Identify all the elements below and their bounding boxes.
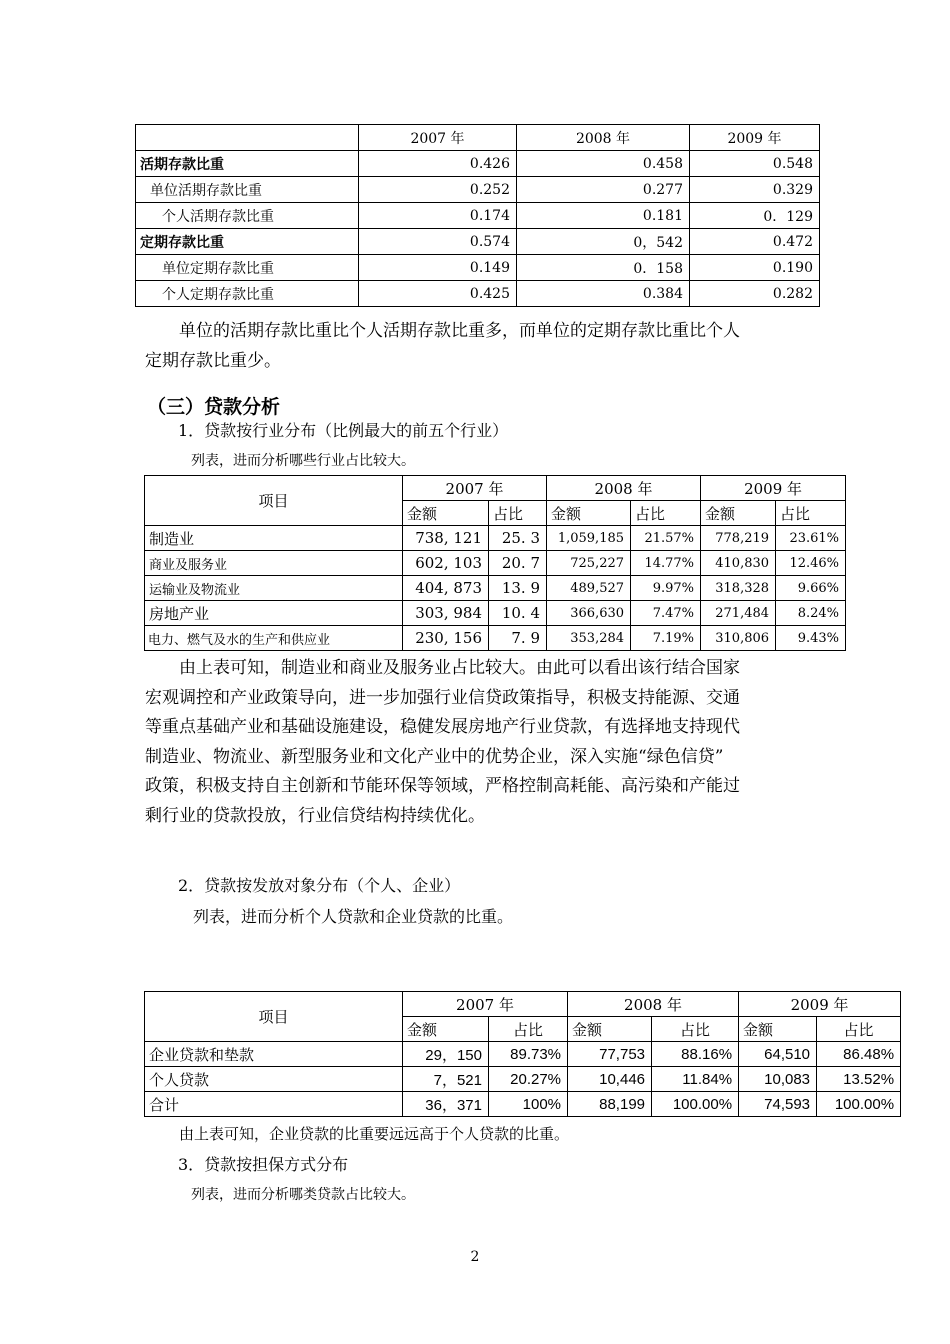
table-cell: 88.16% bbox=[652, 1042, 739, 1067]
row-label: 合计 bbox=[145, 1092, 403, 1117]
row-label: 运输业及物流业 bbox=[145, 576, 403, 601]
table-cell: 0.384 bbox=[517, 281, 690, 307]
table-cell: 0.574 bbox=[359, 229, 517, 255]
table-cell: 14.77% bbox=[631, 551, 701, 576]
table-cell: 778,219 bbox=[701, 526, 776, 551]
note-text: 列表，进而分析哪类贷款占比较大。 bbox=[191, 1187, 415, 1203]
table-cell: 9.43% bbox=[776, 626, 846, 651]
table-cell: 0．129 bbox=[690, 203, 820, 229]
year-header: 2008 年 bbox=[568, 992, 739, 1017]
row-label: 电力、燃气及水的生产和供应业 bbox=[145, 626, 403, 651]
table-row bbox=[136, 281, 820, 307]
paragraph-line: 政策，积极支持自主创新和节能环保等领域，严格控制高耗能、高污染和产能过 bbox=[145, 776, 740, 796]
paragraph-line: 剩行业的贷款投放，行业信贷结构持续优化。 bbox=[145, 805, 485, 826]
paragraph-line: 制造业、物流业、新型服务业和文化产业中的优势企业，深入实施“绿色信贷” bbox=[145, 746, 724, 767]
subsection-heading: 2．贷款按发放对象分布（个人、企业） bbox=[178, 876, 461, 895]
table-cell: 0.458 bbox=[517, 151, 690, 177]
table-cell: 13. 9 bbox=[489, 576, 547, 601]
table-row bbox=[136, 151, 820, 177]
industry-loan-table bbox=[144, 475, 846, 651]
paragraph-line: 定期存款比重少。 bbox=[145, 350, 281, 371]
note-text: 列表，进而分析哪些行业占比较大。 bbox=[191, 453, 415, 469]
paragraph-line: 宏观调控和产业政策导向，进一步加强行业信贷政策指导，积极支持能源、交通 bbox=[145, 687, 740, 708]
subheader-cell: 占比 bbox=[776, 501, 846, 526]
table-cell: 100% bbox=[489, 1092, 568, 1117]
table-cell: 310,806 bbox=[701, 626, 776, 651]
table-cell: 13.52% bbox=[817, 1067, 901, 1092]
paragraph-line: 由上表可知，制造业和商业及服务业占比较大。由此可以看出该行结合国家 bbox=[179, 658, 740, 678]
table-cell: 9.66% bbox=[776, 576, 846, 601]
table-cell: 489,527 bbox=[547, 576, 631, 601]
paragraph bbox=[145, 317, 815, 376]
subheader-cell: 占比 bbox=[489, 1017, 568, 1042]
subheader-cell: 金额 bbox=[568, 1017, 652, 1042]
table-header-row bbox=[145, 992, 901, 1017]
row-label: 活期存款比重 bbox=[136, 151, 359, 177]
table-cell: 25. 3 bbox=[489, 526, 547, 551]
subheader-cell: 金额 bbox=[403, 1017, 489, 1042]
table-cell: 10,083 bbox=[739, 1067, 817, 1092]
table-cell: 29，150 bbox=[403, 1042, 489, 1067]
table-cell: 7，521 bbox=[403, 1067, 489, 1092]
row-label: 房地产业 bbox=[145, 601, 403, 626]
subheader-cell: 占比 bbox=[652, 1017, 739, 1042]
row-label: 个人活期存款比重 bbox=[136, 203, 359, 229]
table-cell: 0.426 bbox=[359, 151, 517, 177]
paragraph-line: 单位的活期存款比重比个人活期存款比重多，而单位的定期存款比重比个人 bbox=[179, 321, 740, 341]
table-cell: 12.46% bbox=[776, 551, 846, 576]
table-cell: 0.548 bbox=[690, 151, 820, 177]
table-cell: 20.27% bbox=[489, 1067, 568, 1092]
header-cell: 2009 年 bbox=[690, 125, 820, 151]
table-cell: 0.282 bbox=[690, 281, 820, 307]
table-cell: 0.174 bbox=[359, 203, 517, 229]
year-header: 2009 年 bbox=[739, 992, 901, 1017]
subheader-cell: 金额 bbox=[739, 1017, 817, 1042]
year-header: 2007 年 bbox=[403, 992, 568, 1017]
row-label: 企业贷款和垫款 bbox=[145, 1042, 403, 1067]
section-heading: （三）贷款分析 bbox=[147, 396, 281, 418]
table-cell: 0．158 bbox=[517, 255, 690, 281]
table-row bbox=[136, 203, 820, 229]
year-header: 2008 年 bbox=[547, 476, 701, 501]
row-label: 个人定期存款比重 bbox=[136, 281, 359, 307]
table-cell: 20. 7 bbox=[489, 551, 547, 576]
table-cell: 36，371 bbox=[403, 1092, 489, 1117]
table-cell: 303, 984 bbox=[403, 601, 489, 626]
paragraph-line: 等重点基础产业和基础设施建设，稳健发展房地产行业贷款，有选择地支持现代 bbox=[145, 717, 740, 737]
table-cell: 410,830 bbox=[701, 551, 776, 576]
subsection-heading: 3．贷款按担保方式分布 bbox=[178, 1155, 349, 1174]
table-cell: 353,284 bbox=[547, 626, 631, 651]
subheader-cell: 占比 bbox=[817, 1017, 901, 1042]
year-header: 2007 年 bbox=[403, 476, 547, 501]
table-cell: 88,199 bbox=[568, 1092, 652, 1117]
table-cell: 0.425 bbox=[359, 281, 517, 307]
table-header-row bbox=[136, 125, 820, 151]
table-row bbox=[145, 601, 846, 626]
table-cell: 404, 873 bbox=[403, 576, 489, 601]
table-cell: 738, 121 bbox=[403, 526, 489, 551]
table-header-row bbox=[145, 476, 846, 501]
borrower-loan-table bbox=[144, 991, 901, 1117]
table-row bbox=[145, 1092, 901, 1117]
table-cell: 0.252 bbox=[359, 177, 517, 203]
table-cell: 8.24% bbox=[776, 601, 846, 626]
paragraph: 由上表可知，企业贷款的比重要远远高于个人贷款的比重。 bbox=[179, 1125, 570, 1143]
table-cell: 7.19% bbox=[631, 626, 701, 651]
table-cell: 89.73% bbox=[489, 1042, 568, 1067]
subheader-cell: 金额 bbox=[547, 501, 631, 526]
table-cell: 10. 4 bbox=[489, 601, 547, 626]
table-row bbox=[145, 576, 846, 601]
subheader-cell: 金额 bbox=[701, 501, 776, 526]
table-row bbox=[136, 177, 820, 203]
table-cell: 0.190 bbox=[690, 255, 820, 281]
table-cell: 86.48% bbox=[817, 1042, 901, 1067]
table-cell: 0，542 bbox=[517, 229, 690, 255]
subheader-cell: 金额 bbox=[403, 501, 489, 526]
table-cell: 602, 103 bbox=[403, 551, 489, 576]
year-header: 2009 年 bbox=[701, 476, 846, 501]
table-cell: 0.472 bbox=[690, 229, 820, 255]
item-header: 项目 bbox=[145, 476, 403, 526]
table-cell: 9.97% bbox=[631, 576, 701, 601]
table-cell: 318,328 bbox=[701, 576, 776, 601]
table-cell: 1,059,185 bbox=[547, 526, 631, 551]
table-row bbox=[145, 626, 846, 651]
table-row bbox=[145, 526, 846, 551]
table-cell: 7. 9 bbox=[489, 626, 547, 651]
table-cell: 366,630 bbox=[547, 601, 631, 626]
table-cell: 100.00% bbox=[817, 1092, 901, 1117]
table-cell: 11.84% bbox=[652, 1067, 739, 1092]
table-cell: 23.61% bbox=[776, 526, 846, 551]
header-cell: 2008 年 bbox=[517, 125, 690, 151]
table-cell: 100.00% bbox=[652, 1092, 739, 1117]
note-text: 列表，进而分析个人贷款和企业贷款的比重。 bbox=[193, 907, 514, 926]
subsection-heading: 1．贷款按行业分布（比例最大的前五个行业） bbox=[178, 421, 509, 440]
table-cell: 77,753 bbox=[568, 1042, 652, 1067]
paragraph bbox=[145, 654, 825, 831]
subheader-cell: 占比 bbox=[489, 501, 547, 526]
header-cell: 2007 年 bbox=[359, 125, 517, 151]
row-label: 定期存款比重 bbox=[136, 229, 359, 255]
table-cell: 230, 156 bbox=[403, 626, 489, 651]
row-label: 单位活期存款比重 bbox=[136, 177, 359, 203]
table-row bbox=[136, 255, 820, 281]
subheader-cell: 占比 bbox=[631, 501, 701, 526]
deposit-ratio-table bbox=[135, 124, 820, 307]
table-cell: 21.57% bbox=[631, 526, 701, 551]
table-row bbox=[145, 551, 846, 576]
table-cell: 7.47% bbox=[631, 601, 701, 626]
table-cell: 725,227 bbox=[547, 551, 631, 576]
item-header: 项目 bbox=[145, 992, 403, 1042]
table-cell: 0.149 bbox=[359, 255, 517, 281]
table-cell: 64,510 bbox=[739, 1042, 817, 1067]
row-label: 商业及服务业 bbox=[145, 551, 403, 576]
table-row bbox=[145, 1042, 901, 1067]
table-cell: 74,593 bbox=[739, 1092, 817, 1117]
row-label: 个人贷款 bbox=[145, 1067, 403, 1092]
table-row bbox=[136, 229, 820, 255]
row-label: 制造业 bbox=[145, 526, 403, 551]
table-cell: 0.181 bbox=[517, 203, 690, 229]
table-cell: 10,446 bbox=[568, 1067, 652, 1092]
table-row bbox=[145, 1067, 901, 1092]
table-cell: 0.329 bbox=[690, 177, 820, 203]
page-number: 2 bbox=[470, 1249, 480, 1265]
table-cell: 0.277 bbox=[517, 177, 690, 203]
header-cell bbox=[136, 125, 359, 151]
row-label: 单位定期存款比重 bbox=[136, 255, 359, 281]
table-cell: 271,484 bbox=[701, 601, 776, 626]
